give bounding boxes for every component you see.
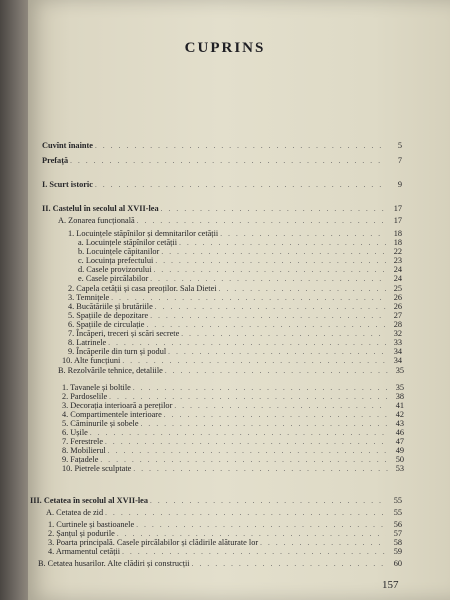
toc-entry-label: 10. Pietrele sculptate [62, 464, 132, 473]
toc-entry-label: 1. Locuințele stăpînilor și demnitarilor cetății [68, 229, 219, 238]
toc-entry-label: 5. Spațiile de depozitare [68, 311, 149, 320]
toc-entry-label: A. Zonarea funcțională [58, 216, 135, 225]
toc-entry-label: c. Locuința prefectului [78, 256, 154, 265]
toc-entry-page: 26 [393, 293, 402, 302]
toc-entry-page: 34 [393, 347, 402, 356]
toc-entry-label: e. Casele pircălabilor [78, 274, 149, 283]
toc-dot-leader [150, 274, 386, 284]
toc-entry-label: 1. Tavanele și boltile [62, 383, 131, 392]
toc-entry-label: 1. Curtinele și bastioanele [48, 520, 135, 529]
toc-entry-preface [42, 156, 402, 166]
toc-entry-page: 53 [395, 464, 404, 473]
toc-entry-page: 25 [393, 284, 402, 293]
toc-entry-label: 3. Decorația interioară a pereților [62, 401, 173, 410]
toc-entry-label: 9. Fațadele [62, 455, 99, 464]
toc-entry-label: 7. Ferestrele [62, 437, 104, 446]
toc-entry-label: b. Locuințele căpitanilor [78, 247, 160, 256]
toc-entry-label: 4. Armamentul cetății [48, 547, 121, 556]
toc-entry-chapter-3 [30, 496, 402, 506]
page-title: CUPRINS [184, 40, 266, 56]
toc-dot-leader [95, 141, 386, 151]
toc-entry-page: 28 [393, 320, 402, 329]
toc-entry-page: 27 [393, 311, 402, 320]
toc-entry-label: III. Cetatea în secolul al XVII-lea [30, 496, 148, 505]
toc-entry-page: 24 [393, 265, 402, 274]
toc-entry-section-3b [38, 559, 402, 569]
toc-entry-section-2b [58, 366, 404, 376]
toc-entry-label: 5. Căminurile și sobele [62, 419, 139, 428]
toc-entry-label: I. Scurt istoric [42, 180, 93, 189]
toc-entry-label: B. Cetatea husarilor. Alte clădiri și construcții [38, 559, 190, 568]
toc-entry-page: 60 [393, 559, 402, 568]
page-number: 157 [382, 579, 399, 591]
toc-entry-label: 2. Șanțul și podurile [48, 529, 115, 538]
toc-entry-page: 18 [393, 238, 402, 247]
toc-dot-leader [161, 204, 386, 214]
toc-entry [48, 547, 402, 557]
toc-entry-label: Cuvînt înainte [42, 141, 93, 150]
toc-entry-label: 4. Compartimentele interioare [62, 410, 162, 419]
toc-entry-page: 35 [395, 383, 404, 392]
toc-entry-page: 46 [395, 428, 404, 437]
toc-entry-page: 58 [393, 538, 402, 547]
toc-entry-label: d. Casele provizorului [78, 265, 152, 274]
toc-dot-leader [122, 356, 386, 366]
toc-entry [78, 274, 402, 284]
toc-entry-page: 59 [393, 547, 402, 556]
toc-entry-label: 2. Pardoselile [62, 392, 108, 401]
toc-entry-page: 41 [395, 401, 404, 410]
toc-entry-page: 9 [397, 180, 402, 189]
toc-entry-page: 38 [395, 392, 404, 401]
toc-entry-page: 33 [393, 338, 402, 347]
toc-entry-page: 22 [393, 247, 402, 256]
toc-dot-leader [133, 464, 388, 474]
toc-entry-page: 50 [395, 455, 404, 464]
toc-entry-page: 35 [395, 366, 404, 375]
toc-dot-leader [150, 496, 386, 506]
toc-entry [62, 464, 404, 474]
toc-entry-page: 49 [395, 446, 404, 455]
toc-entry-page: 17 [393, 216, 402, 225]
toc-entry [62, 356, 402, 366]
toc-dot-leader [192, 559, 386, 569]
toc-entry-page: 23 [393, 256, 402, 265]
toc-dot-leader [95, 180, 386, 190]
toc-entry-label: a. Locuințele stăpînilor cetății [78, 238, 178, 247]
toc-entry-label: 6. Ușile [62, 428, 88, 437]
toc-entry-label: 3. Poarta principală. Casele pircălabilor și clădirile alăturate lor [48, 538, 259, 547]
toc-entry-label: 8. Latrinele [68, 338, 107, 347]
toc-entry-label: A. Cetatea de zid [46, 508, 104, 517]
toc-entry-label: 7. Încăperi, treceri și scări secrete [68, 329, 180, 338]
toc-entry-page: 57 [393, 529, 402, 538]
toc-dot-leader [105, 508, 386, 518]
toc-entry-page: 47 [395, 437, 404, 446]
toc-entry-page: 43 [395, 419, 404, 428]
toc-entry-page: 42 [395, 410, 404, 419]
toc-entry-section-3a [46, 508, 402, 518]
toc-dot-leader [70, 156, 386, 166]
toc-entry-page: 17 [393, 204, 402, 213]
toc-entry-label: B. Rezolvările tehnice, detaliile [58, 366, 163, 375]
toc-entry-page: 55 [393, 496, 402, 505]
toc-entry-page: 56 [393, 520, 402, 529]
toc-entry-page: 55 [393, 508, 402, 517]
toc-entry-label: 3. Temnițele [68, 293, 110, 302]
toc-entry-label: 9. Încăperile din turn și podul [68, 347, 167, 356]
toc-dot-leader [137, 216, 386, 226]
toc-entry-page: 32 [393, 329, 402, 338]
toc-entry-label: 10. Alte funcțiuni [62, 356, 121, 365]
toc-entry-page: 24 [393, 274, 402, 283]
toc-entry-page: 34 [393, 356, 402, 365]
toc-dot-leader [122, 547, 386, 557]
toc-entry-label: 2. Capela cetății și casa preoților. Sala Dietei [68, 284, 217, 293]
toc-entry-page: 7 [397, 156, 402, 165]
toc-entry-label: Prefață [42, 156, 69, 165]
toc-dot-leader [165, 366, 388, 376]
toc-entry-label: 8. Mobilierul [62, 446, 106, 455]
toc-entry-page: 18 [393, 229, 402, 238]
toc-entry-chapter-2 [42, 204, 402, 214]
toc-entry-chapter-1 [42, 180, 402, 190]
toc-entry-label: II. Castelul în secolul al XVII-lea [42, 204, 159, 213]
toc-entry-page: 26 [393, 302, 402, 311]
toc-entry-label: 4. Bucătăriile și brutăriile [68, 302, 153, 311]
toc-entry-page: 5 [397, 141, 402, 150]
toc-entry-foreword [42, 141, 402, 151]
toc-entry-label: 6. Spațiile de circulație [68, 320, 145, 329]
toc-entry-section-2a [58, 216, 402, 226]
